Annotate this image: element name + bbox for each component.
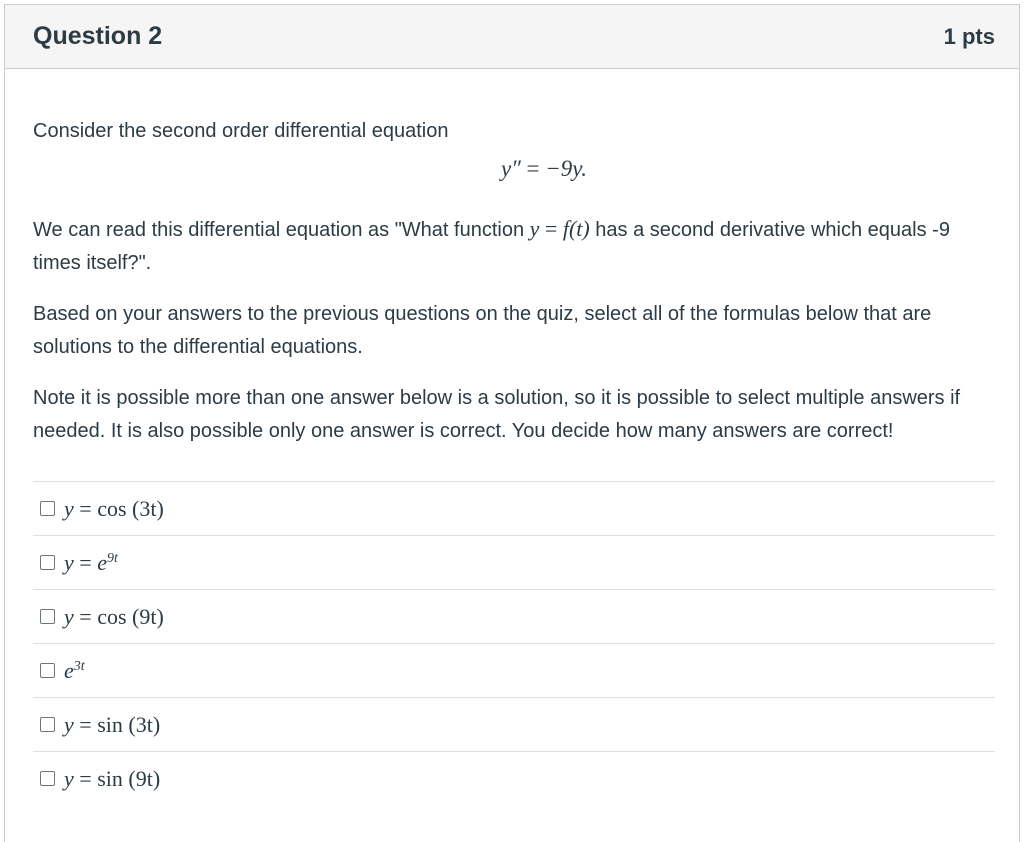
read-eq: =: [539, 216, 563, 241]
read-prefix: We can read this differential equation as "What function: [33, 219, 530, 241]
answer-arg: (9t): [122, 765, 161, 791]
answer-option-4[interactable]: [33, 643, 995, 697]
equation-rhs: −9y.: [545, 156, 587, 181]
checkbox[interactable]: [40, 501, 55, 516]
answer-arg: (3t): [126, 495, 164, 521]
checkbox[interactable]: [40, 663, 55, 678]
answer-lhs: y: [64, 711, 74, 737]
answer-option-5[interactable]: [33, 697, 995, 751]
answer-fn: sin: [97, 711, 123, 737]
answer-option-6[interactable]: [33, 751, 995, 805]
read-arg: (t): [568, 216, 590, 241]
answer-lhs: y: [64, 765, 74, 791]
answer-label[interactable]: [64, 604, 164, 630]
question-title: Question 2: [33, 22, 163, 50]
answer-eq: =: [73, 765, 98, 791]
inline-math: [530, 216, 590, 241]
question-header: [5, 5, 1019, 69]
answer-label[interactable]: [64, 658, 85, 684]
note-paragraph: Note it is possible more than one answer below is a solution, so it is possible to select multiple answers if needed. It is also possible only one answer is correct. You decide how many answers are correct!: [33, 387, 961, 442]
answer-fn: e: [97, 549, 107, 575]
intro-text: Consider the second order differential equation: [33, 120, 449, 142]
answer-eq: =: [73, 603, 98, 629]
equation-equals: =: [520, 156, 546, 181]
answer-arg: (9t): [126, 603, 164, 629]
read-func: f: [562, 216, 569, 241]
answer-fn: e: [64, 657, 74, 683]
checkbox[interactable]: [40, 771, 55, 786]
answer-label[interactable]: [64, 766, 160, 792]
answer-option-1[interactable]: [33, 481, 995, 535]
answer-exponent: 9t: [106, 550, 118, 566]
answer-fn: sin: [97, 765, 123, 791]
display-equation: [33, 156, 995, 182]
answer-label[interactable]: [64, 550, 118, 576]
answer-arg: (3t): [122, 711, 161, 737]
checkbox[interactable]: [40, 555, 55, 570]
read-paragraph: [33, 212, 995, 280]
answer-exponent: 3t: [73, 658, 85, 674]
answer-label[interactable]: [64, 496, 164, 522]
question-body: [5, 69, 1019, 805]
checkbox[interactable]: [40, 609, 55, 624]
answer-lhs: y: [64, 549, 74, 575]
question-card: [4, 4, 1020, 842]
answer-option-2[interactable]: [33, 535, 995, 589]
answer-fn: cos: [97, 603, 127, 629]
answer-fn: cos: [97, 495, 127, 521]
answer-option-3[interactable]: [33, 589, 995, 643]
answer-eq: =: [73, 495, 98, 521]
answer-list: [33, 481, 995, 805]
answer-lhs: y: [64, 603, 74, 629]
answer-lhs: y: [64, 495, 74, 521]
read-var: y: [529, 216, 540, 241]
equation-lhs: y″: [501, 156, 521, 181]
answer-label[interactable]: [64, 712, 160, 738]
read-suffix: has a second derivative which equals -9 times itself?".: [33, 219, 950, 274]
based-on-paragraph: Based on your answers to the previous questions on the quiz, select all of the formulas below that are solutions to the differential equations.: [33, 303, 932, 358]
answer-eq: =: [73, 711, 98, 737]
answer-eq: =: [73, 549, 98, 575]
checkbox[interactable]: [40, 717, 55, 732]
question-points: 1 pts: [943, 23, 995, 49]
